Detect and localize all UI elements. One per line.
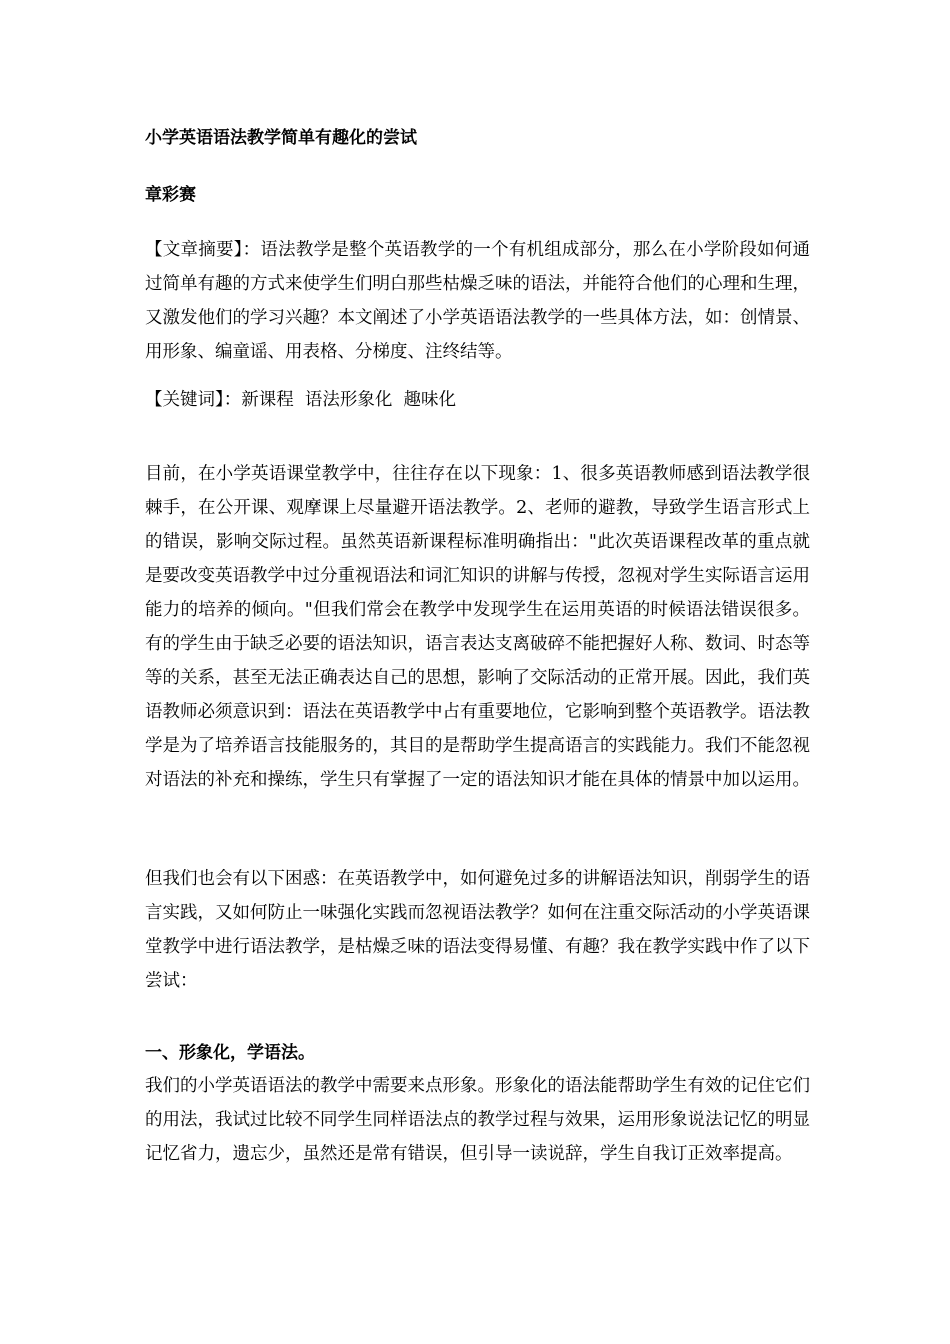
section-heading-1: 一、形象化，学语法。 [145, 1043, 315, 1063]
keywords-paragraph [145, 383, 810, 417]
keywords-label: 【关键词】： [145, 390, 242, 410]
abstract-paragraph [145, 233, 810, 369]
abstract-label: 【文章摘要】： [145, 240, 261, 260]
keywords-text: 新课程 语法形象化 趣味化 [241, 390, 457, 410]
body-paragraph-1: 目前，在小学英语课堂教学中，往往存在以下现象：1、很多英语教师感到语法教学很棘手，在公开课、观摩课上尽量避开语法教学。2、老师的避教，导致学生语言形式上的错误，影响交际过程。虽然英语新课程标准明确指出："此次英语课程改革的重点就是要改变英语教学中过分重视语法和词汇知识的讲解与传授，忽视对学生实际语言运用能力的培养的倾向。"但我们常会在教学中发现学生在运用英语的时候语法错误很多。有的学生由于缺乏必要的语法知识，语言表达支离破碎不能把握好人称、数词、时态等等的关系，甚至无法正确表达自己的思想，影响了交际活动的正常开展。因此，我们英语教师必须意识到：语法在英语教学中占有重要地位，它影响到整个英语教学。语法教学是为了培养语言技能服务的，其目的是帮助学生提高语言的实践能力。我们不能忽视对语法的补充和操练，学生只有掌握了一定的语法知识才能在具体的情景中加以运用。 [145, 464, 810, 790]
body-paragraph-2: 但我们也会有以下困惑：在英语教学中，如何避免过多的讲解语法知识，削弱学生的语言实践，又如何防止一味强化实践而忽视语法教学？如何在注重交际活动的小学英语课堂教学中进行语法教学，是枯燥乏味的语法变得易懂、有趣？我在教学实践中作了以下尝试： [145, 869, 810, 991]
abstract-text: 语法教学是整个英语教学的一个有机组成部分，那么在小学阶段如何通过简单有趣的方式来使学生们明白那些枯燥乏味的语法，并能符合他们的心理和生理，又激发他们的学习兴趣？本文阐述了小学英语语法教学的一些具体方法，如：创情景、用形象、编童谣、用表格、分梯度、注终结等。 [145, 240, 810, 362]
author-name: 章彩赛 [145, 185, 196, 205]
document-title: 小学英语语法教学简单有趣化的尝试 [145, 128, 417, 148]
section-1-paragraph: 我们的小学英语语法的教学中需要来点形象。形象化的语法能帮助学生有效的记住它们的用法，我试过比较不同学生同样语法点的教学过程与效果，运用形象说法记忆的明显记忆省力，遗忘少，虽然还是常有错误，但引导一读说辞，学生自我订正效率提高。 [145, 1076, 810, 1164]
